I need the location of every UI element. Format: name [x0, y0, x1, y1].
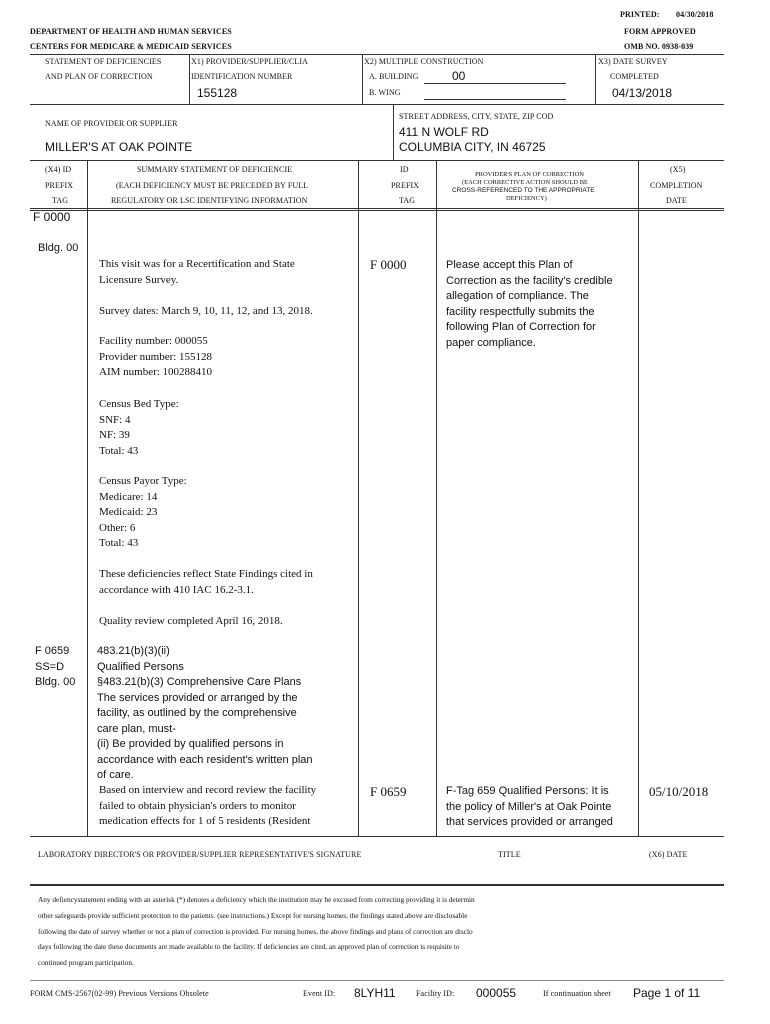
x5-header-1: (X5): [670, 165, 686, 174]
entry1-paragraph: These deficiencies reflect State Findings cited in accordance with 410 IAC 16.2-3.1.: [99, 568, 313, 596]
signature-border: [30, 836, 724, 837]
x4-header-2: PREFIX: [45, 181, 74, 190]
printed-date: 04/30/2018: [676, 10, 714, 19]
form-approved: FORM APPROVED: [624, 27, 696, 36]
divider: [189, 54, 190, 104]
x2-building-label: A. BUILDING: [369, 72, 419, 81]
provider-id-value: 155128: [197, 86, 238, 100]
column-divider: [436, 160, 437, 836]
x4-header-1: (X4) ID: [45, 165, 72, 174]
continuation-label: If continuation sheet: [543, 989, 611, 998]
address-label: STREET ADDRESS, CITY, STATE, ZIP COD: [399, 112, 554, 121]
event-id-value: 8LYH11: [354, 986, 396, 1000]
summary-header-3: REGULATORY OR LSC IDENTIFYING INFORMATION: [111, 196, 308, 205]
entry1-paragraph: Survey dates: March 9, 10, 11, 12, and 13, 2018.: [99, 305, 313, 317]
plan-header-3: CROSS-REFERENCED TO THE APPROPRIATE: [452, 187, 595, 194]
printed-label: PRINTED:: [620, 10, 660, 19]
disclaimer-line: other safeguards provide sufficient protection to the patients. (see instructions.) Except for nursing homes, the findings stated above are disclosable: [38, 911, 468, 920]
x1-label-1: X1) PROVIDER/SUPPLIER/CLIA: [191, 57, 309, 66]
facility-id-value: 000055: [476, 986, 517, 1000]
title-label: TITLE: [498, 850, 521, 859]
entry2-tag-block: F 0659 SS=D Bldg. 00: [35, 645, 76, 688]
divider: [595, 54, 596, 104]
facility-id-label: Facility ID:: [416, 989, 455, 998]
page-number: Page 1 of 11: [633, 986, 701, 1000]
entry1-paragraph: Quality review completed April 16, 2018.: [99, 615, 283, 627]
summary-header-2: (EACH DEFICIENCY MUST BE PRECEDED BY FULL: [116, 181, 309, 190]
building-underline: [424, 83, 566, 84]
x4-header-3: TAG: [52, 196, 69, 205]
id-header-3: TAG: [399, 196, 416, 205]
id-header-1: ID: [400, 165, 409, 174]
column-header-border: [30, 208, 724, 209]
plan-header-2: (EACH CORRECTIVE ACTION SHOULD BE: [462, 179, 589, 186]
entry2-regulation-text: 483.21(b)(3)(ii) Qualified Persons §483.21(b)(3) Comprehensive Care Plans The services provided or arranged by the facility, as outlined by the comprehensive care plan, must- (ii) Be provided by qualified persons in accordance with each resident's written plan of care.: [97, 645, 313, 781]
entry1-tag: F 0000: [33, 210, 71, 224]
divider: [362, 54, 363, 104]
x2-wing-label: B. WING: [369, 88, 401, 97]
disclaimer-line: following the date of survey whether or not a plan of correction is provided. For nursing homes, the above findings and plans of correction are disclo: [38, 927, 473, 936]
column-header-border: [30, 160, 724, 161]
omb-number: OMB NO. 0938-039: [624, 42, 694, 51]
x5-header-3: DATE: [666, 196, 687, 205]
entry2-completion-date: 05/10/2018: [649, 784, 709, 799]
column-header-border: [30, 210, 724, 211]
plan-header-4: DEFICIENCY): [506, 195, 547, 202]
x3-label-2: COMPLETED: [610, 72, 659, 81]
x1-label-2: IDENTIFICATION NUMBER: [191, 72, 293, 81]
department-title: DEPARTMENT OF HEALTH AND HUMAN SERVICES: [30, 27, 232, 36]
address-line-2: COLUMBIA CITY, IN 46725: [399, 140, 546, 154]
entry1-paragraph: Census Payor Type: Medicare: 14 Medicaid: 23 Other: 6 Total: 43: [99, 475, 187, 549]
plan-header-1: PROVIDER'S PLAN OF CORRECTION: [475, 171, 584, 178]
entry1-bldg: Bldg. 00: [38, 242, 79, 254]
survey-completed-date: 04/13/2018: [612, 86, 673, 100]
entry1-plan-text: Please accept this Plan of Correction as the facility's credible allegation of compliance. The facility respectfully submits the following Plan of Correction for paper compliance.: [446, 259, 613, 349]
column-divider: [358, 160, 359, 836]
event-id-label: Event ID:: [303, 989, 336, 998]
disclaimer-line: Any defiencystatement ending with an asterisk (*) denotes a deficiency which the institution may be excused from correcting providing it is determin: [38, 895, 475, 904]
provider-name-label: NAME OF PROVIDER OR SUPPLIER: [45, 119, 178, 128]
x2-building-value: 00: [452, 69, 466, 83]
entry1-id-tag: F 0000: [370, 257, 407, 272]
id-header-2: PREFIX: [391, 181, 420, 190]
entry2-id-tag: F 0659: [370, 784, 407, 799]
column-divider: [638, 160, 639, 836]
summary-header-1: SUMMARY STATEMENT OF DEFICIENCIE: [137, 165, 293, 174]
column-divider: [87, 160, 88, 836]
top-box-border: [30, 54, 724, 55]
form-number: FORM CMS-2567(02-99) Previous Versions Obsolete: [30, 989, 209, 998]
statement-label-2: AND PLAN OF CORRECTION: [45, 72, 153, 81]
x5-header-2: COMPLETION: [650, 181, 703, 190]
entry1-paragraph: Census Bed Type: SNF: 4 NF: 39 Total: 43: [99, 398, 179, 457]
x3-label-1: X3) DATE SURVEY: [598, 57, 668, 66]
provider-name-value: MILLER'S AT OAK POINTE: [45, 140, 193, 154]
divider: [393, 104, 394, 160]
disclaimer-line: continued program participation.: [38, 958, 134, 967]
x2-label: X2) MULTIPLE CONSTRUCTION: [364, 57, 484, 66]
wing-underline: [424, 99, 566, 100]
statement-label-1: STATEMENT OF DEFICIENCIES: [45, 57, 162, 66]
address-line-1: 411 N WOLF RD: [399, 125, 489, 139]
disclaimer-line: days following the date these documents are made available to the facility. If deficiencies are cited, an approved plan of correction is requisite to: [38, 942, 460, 951]
entry2-plan-text: F-Tag 659 Qualified Persons: It is the policy of Miller's at Oak Pointe that services provided or arranged: [446, 785, 613, 828]
cms-title: CENTERS FOR MEDICARE & MEDICAID SERVICES: [30, 42, 232, 51]
footer-border: [30, 980, 724, 981]
x6-date-label: (X6) DATE: [649, 850, 688, 859]
signature-bottom-border: [30, 884, 724, 886]
provider-box-border: [30, 104, 724, 105]
entry1-paragraph: This visit was for a Recertification and State Licensure Survey.: [99, 258, 295, 286]
signature-label: LABORATORY DIRECTOR'S OR PROVIDER/SUPPLIER REPRESENTATIVE'S SIGNATURE: [38, 850, 362, 859]
entry1-paragraph: Facility number: 000055 Provider number: 155128 AIM number: 100288410: [99, 335, 213, 378]
entry2-findings-text: Based on interview and record review the facility failed to obtain physician's orders to monitor medication effects for 1 of 5 residents (Resident: [99, 784, 317, 827]
